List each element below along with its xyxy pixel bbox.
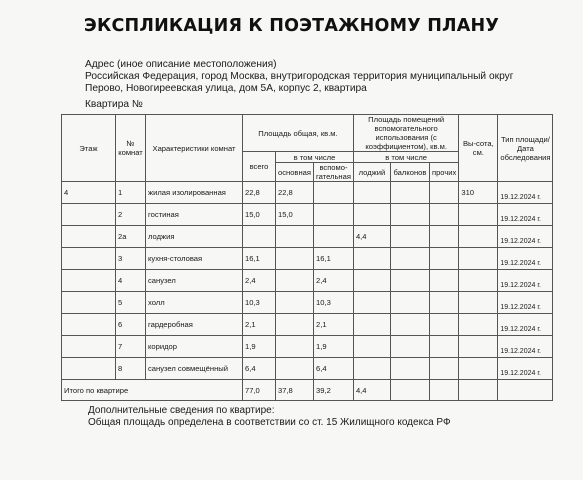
cell-area-main: [276, 314, 314, 336]
cell-loggia: [353, 248, 390, 270]
header-area-total: Площадь общая, кв.м.: [243, 115, 354, 152]
cell-characteristic: лоджия: [146, 226, 243, 248]
cell-room-no: 4: [116, 270, 146, 292]
header-aux: вспомо-гательная: [314, 163, 354, 182]
cell-area-total: 6,4: [243, 358, 276, 380]
cell-other: [429, 182, 458, 204]
total-height: [459, 380, 498, 401]
cell-area-total: 2,4: [243, 270, 276, 292]
cell-balcony: [390, 336, 429, 358]
table-row: [62, 182, 553, 204]
cell-height: [459, 292, 498, 314]
cell-floor: [62, 270, 116, 292]
header-main: основная: [276, 163, 314, 182]
cell-floor: [62, 292, 116, 314]
cell-height: [459, 314, 498, 336]
total-area: 77,0: [243, 380, 276, 401]
total-aux: 39,2: [314, 380, 354, 401]
address-line-1: Российская Федерация, город Москва, внутригородская территория муниципальный округ: [85, 71, 514, 82]
cell-area-main: [276, 336, 314, 358]
cell-area-main: [276, 358, 314, 380]
cell-height: [459, 358, 498, 380]
table-row: [62, 270, 553, 292]
cell-characteristic: коридор: [146, 336, 243, 358]
cell-area-aux: 2,1: [314, 314, 354, 336]
cell-loggia: [353, 292, 390, 314]
address-label: Адрес (иное описание местоположения): [85, 59, 277, 70]
cell-other: [429, 204, 458, 226]
cell-area-main: 22,8: [276, 182, 314, 204]
total-balcony: [390, 380, 429, 401]
cell-area-aux: [314, 204, 354, 226]
cell-balcony: [390, 182, 429, 204]
cell-loggia: [353, 204, 390, 226]
header-aux-area: Площадь помещений вспомогательного использования (с коэффициентом), кв.м.: [353, 115, 458, 152]
cell-height: 310: [459, 182, 498, 204]
cell-area-aux: 10,3: [314, 292, 354, 314]
cell-balcony: [390, 358, 429, 380]
cell-room-no: 6: [116, 314, 146, 336]
cell-characteristic: санузел совмещённый: [146, 358, 243, 380]
cell-date: 19.12.2024 г.: [498, 248, 553, 270]
cell-height: [459, 226, 498, 248]
cell-room-no: 1: [116, 182, 146, 204]
apartment-label: Квартира №: [85, 99, 143, 110]
cell-area-aux: [314, 226, 354, 248]
cell-floor: [62, 358, 116, 380]
header-other: прочих: [429, 163, 458, 182]
cell-room-no: 5: [116, 292, 146, 314]
cell-date: 19.12.2024 г.: [498, 314, 553, 336]
total-label: Итого по квартире: [62, 380, 243, 401]
cell-balcony: [390, 226, 429, 248]
cell-area-total: 22,8: [243, 182, 276, 204]
cell-area-total: 1,9: [243, 336, 276, 358]
cell-loggia: [353, 336, 390, 358]
cell-area-main: [276, 226, 314, 248]
cell-floor: [62, 226, 116, 248]
cell-loggia: [353, 358, 390, 380]
cell-other: [429, 314, 458, 336]
cell-loggia: [353, 270, 390, 292]
cell-characteristic: гостиная: [146, 204, 243, 226]
cell-date: 19.12.2024 г.: [498, 204, 553, 226]
cell-area-total: 10,3: [243, 292, 276, 314]
cell-characteristic: санузел: [146, 270, 243, 292]
table-row: [62, 358, 553, 380]
cell-floor: 4: [62, 182, 116, 204]
header-total: всего: [243, 152, 276, 182]
table-row: [62, 226, 553, 248]
cell-date: 19.12.2024 г.: [498, 336, 553, 358]
cell-area-total: 15,0: [243, 204, 276, 226]
cell-room-no: 7: [116, 336, 146, 358]
cell-loggia: [353, 182, 390, 204]
header-height: Вы-сота, см.: [459, 115, 498, 182]
cell-loggia: 4,4: [353, 226, 390, 248]
cell-area-aux: [314, 182, 354, 204]
header-including-1: в том числе: [276, 152, 354, 163]
cell-area-aux: 2,4: [314, 270, 354, 292]
cell-characteristic: гардеробная: [146, 314, 243, 336]
cell-other: [429, 248, 458, 270]
cell-height: [459, 204, 498, 226]
total-date: [498, 380, 553, 401]
cell-date: 19.12.2024 г.: [498, 292, 553, 314]
cell-other: [429, 270, 458, 292]
document-title: ЭКСПЛИКАЦИЯ К ПОЭТАЖНОМУ ПЛАНУ: [83, 16, 500, 36]
cell-area-total: [243, 226, 276, 248]
cell-area-total: 16,1: [243, 248, 276, 270]
cell-characteristic: кухня-столовая: [146, 248, 243, 270]
table-row: [62, 336, 553, 358]
address-line-2: Перово, Новогиреевская улица, дом 5А, корпус 2, квартира: [85, 83, 367, 94]
cell-floor: [62, 314, 116, 336]
cell-date: 19.12.2024 г.: [498, 270, 553, 292]
cell-height: [459, 270, 498, 292]
cell-characteristic: холл: [146, 292, 243, 314]
cell-loggia: [353, 314, 390, 336]
header-balcony: балконов: [390, 163, 429, 182]
cell-other: [429, 336, 458, 358]
table-row: [62, 314, 553, 336]
table-row: [62, 292, 553, 314]
cell-area-main: [276, 292, 314, 314]
cell-area-main: [276, 270, 314, 292]
header-loggia: лоджий: [353, 163, 390, 182]
total-main: 37,8: [276, 380, 314, 401]
cell-floor: [62, 336, 116, 358]
cell-characteristic: жилая изолированная: [146, 182, 243, 204]
cell-date: 19.12.2024 г.: [498, 358, 553, 380]
total-loggia: 4,4: [353, 380, 390, 401]
cell-height: [459, 336, 498, 358]
cell-other: [429, 226, 458, 248]
table-row: [62, 248, 553, 270]
header-room-no: № комнат: [116, 115, 146, 182]
header-characteristics: Характеристики комнат: [146, 115, 243, 182]
cell-room-no: 8: [116, 358, 146, 380]
total-row: [62, 380, 553, 401]
cell-room-no: 2а: [116, 226, 146, 248]
cell-floor: [62, 248, 116, 270]
additional-info-label: Дополнительные сведения по квартире:: [88, 405, 275, 416]
cell-height: [459, 248, 498, 270]
cell-area-main: [276, 248, 314, 270]
cell-other: [429, 292, 458, 314]
cell-date: 19.12.2024 г.: [498, 182, 553, 204]
cell-room-no: 3: [116, 248, 146, 270]
total-other: [429, 380, 458, 401]
additional-info-text: Общая площадь определена в соответствии со ст. 15 Жилищного кодекса РФ: [88, 417, 451, 428]
cell-other: [429, 358, 458, 380]
header-floor: Этаж: [62, 115, 116, 182]
header-type-date: Тип площади/ Дата обследования: [498, 115, 553, 182]
header-including-2: в том числе: [353, 152, 458, 163]
cell-area-total: 2,1: [243, 314, 276, 336]
cell-area-main: 15,0: [276, 204, 314, 226]
cell-balcony: [390, 314, 429, 336]
cell-area-aux: 16,1: [314, 248, 354, 270]
cell-balcony: [390, 248, 429, 270]
cell-area-aux: 6,4: [314, 358, 354, 380]
cell-balcony: [390, 270, 429, 292]
cell-area-aux: 1,9: [314, 336, 354, 358]
cell-balcony: [390, 292, 429, 314]
cell-floor: [62, 204, 116, 226]
cell-date: 19.12.2024 г.: [498, 226, 553, 248]
table-row: [62, 204, 553, 226]
cell-balcony: [390, 204, 429, 226]
explication-table: [61, 114, 553, 401]
cell-room-no: 2: [116, 204, 146, 226]
